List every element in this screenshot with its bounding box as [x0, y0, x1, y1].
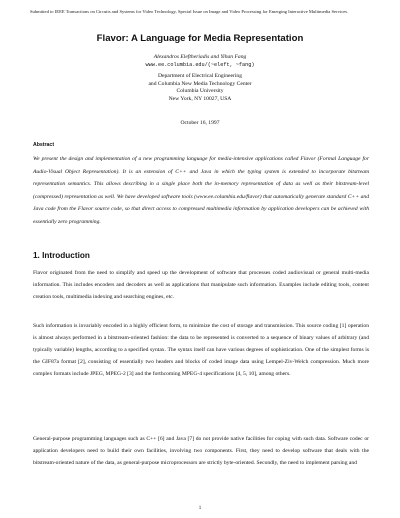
- submission-note: Submitted to IEEE Transactions on Circuits and Systems for Video Technology, Special Issue on Image and Video Processing for Emerging Interactive Multimedia Services.: [30, 9, 349, 14]
- affiliation-line: Department of Electrical Engineering: [157, 73, 243, 79]
- affiliation-line: and Columbia New Media Technology Center: [148, 80, 252, 87]
- paper-date: October 16, 1997: [180, 120, 220, 126]
- abstract-heading: Abstract: [33, 142, 55, 148]
- affiliation-line: Columbia University: [176, 88, 224, 95]
- authors: Alexandros Eleftheriadis and Yihan Fang: [153, 54, 247, 60]
- affiliation: [0, 73, 400, 103]
- body-paragraph: Such information is invariably encoded in a highly efficient form, to minimize the cost of storage and transmission. This source coding [1] operation is almost always performed in a bitstream-oriented fashion: the data to be represented is converted to a sequence of binary values of arbitrary (and typically variable) lengths, according to a specified syntax. The syntax itself can have various degrees of sophistication. One of the simplest forms is the GIF87a format [2], consisting of essentially two headers and blocks of coded image data using Lempel-Ziv-Welch compression. Much more complex formats include JPEG, MPEG-2 [3] and the forthcoming MPEG-4 specifications [4, 5, 10], among others.: [33, 323, 369, 378]
- body-paragraph: Flavor originated from the need to simplify and speed up the development of software that processes coded audiovisual or general multi-media information. This includes encoders and decoders as well as applications that manipulate such information. Examples include editing tools, content creation tools, multimedia indexing and searching engines, etc.: [33, 270, 369, 301]
- affiliation-line: New York, NY 10027, USA: [168, 95, 232, 102]
- section-heading: 1. Introduction: [33, 251, 90, 260]
- page-number: 1: [198, 506, 202, 511]
- author-url: www.ee.columbia.edu/(~eleft, ~fang): [145, 62, 255, 68]
- abstract-text: We present the design and implementation of a new programming language for media-intensive applications called Flavor (Formal Language for Audio-Visual Object Representation). It is an extension of C++ and Java in which the typing system is extended to incorporate bitstream representation semantics. This allows describing in a single place both the in-memory representation of data as well as their bitstream-level (compressed) representation as well. We have developed software tools (www.ee.columbia.edu/flavor) that automatically generate standard C++ and Java code from the Flavor source code, so that direct access to compressed multimedia information by application developers can be achieved with essentially zero programming.: [33, 156, 369, 225]
- body-paragraph: General-purpose programming languages such as C++ [6] and Java [7] do not provide native facilities for coping with such data. Software codec or application developers need to build their own facilities, involving two components. First, they need to develop software that deals with the bitstream-oriented nature of the data, as general-purpose microprocessors are strictly byte-oriented. Secondly, the need to implement parsing and: [33, 436, 369, 467]
- paper-title: Flavor: A Language for Media Representation: [96, 33, 304, 44]
